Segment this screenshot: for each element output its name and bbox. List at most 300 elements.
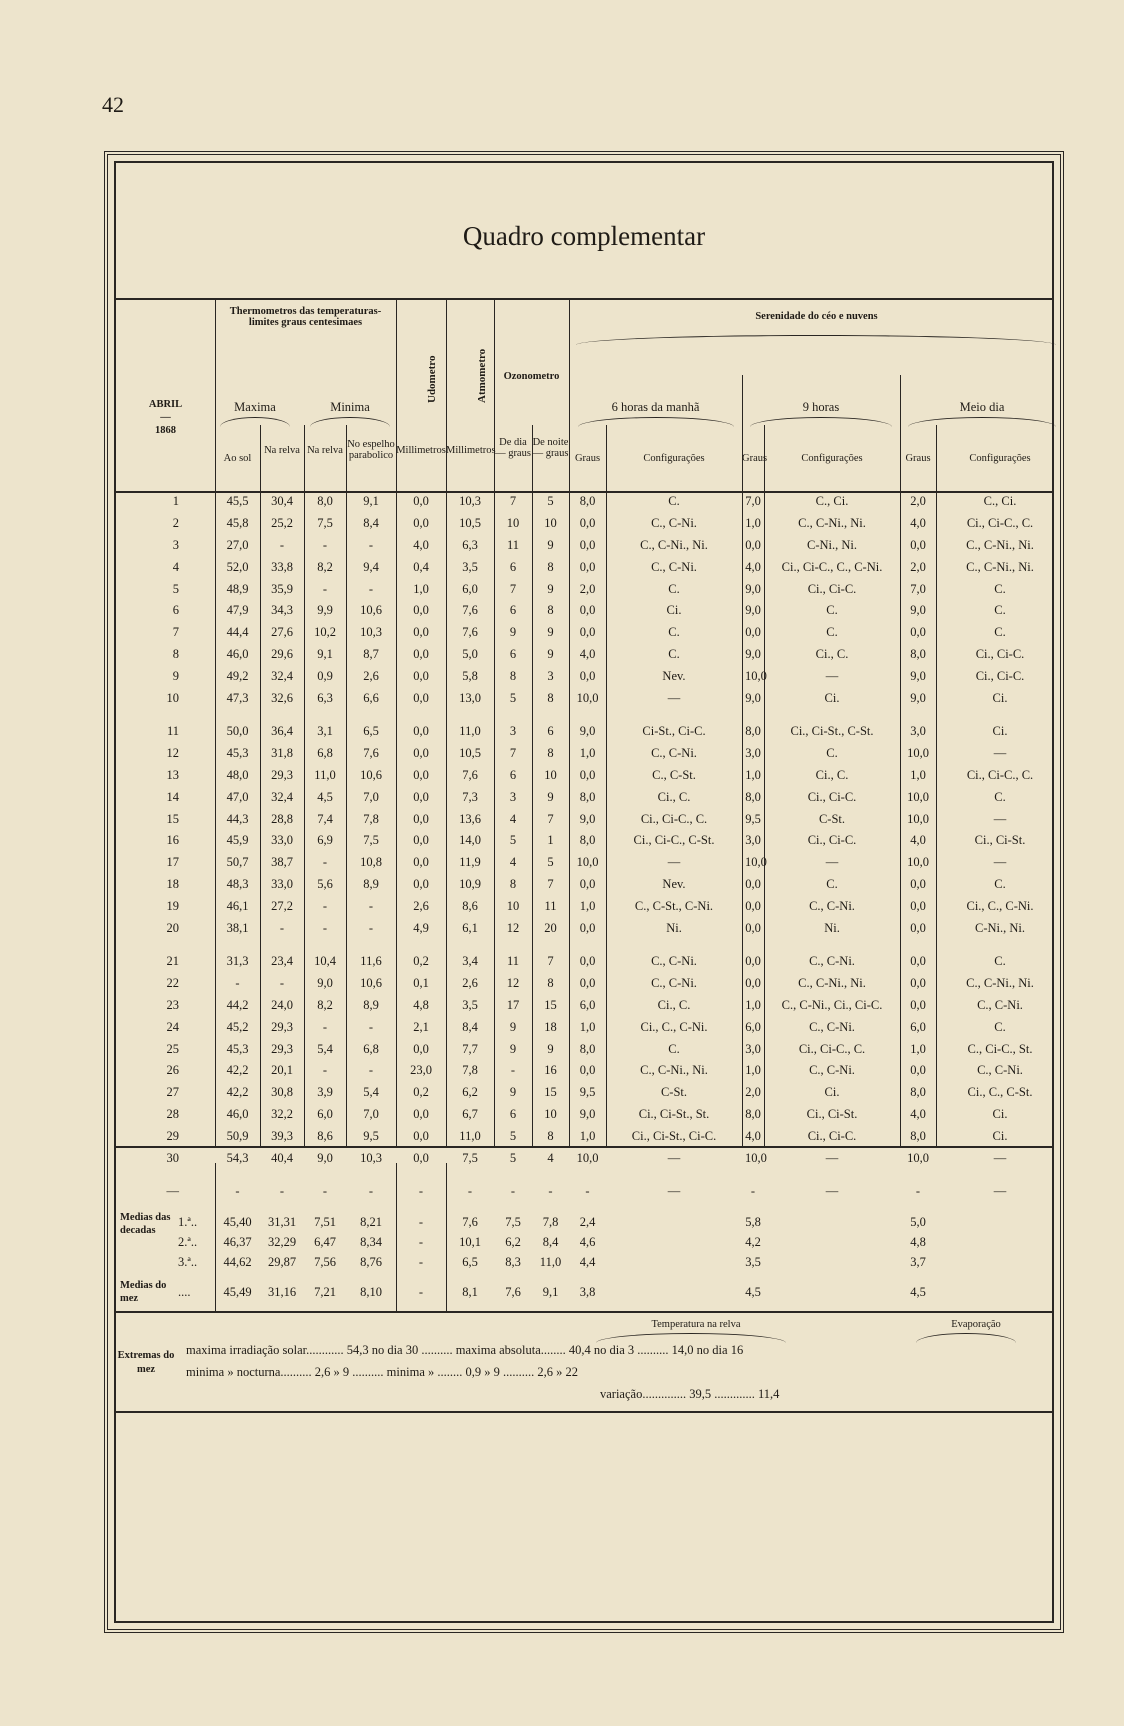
average-cell: 4,5 [745,1285,761,1299]
graus-meio: Graus [905,453,931,464]
table-cell: C., Ci. [983,494,1017,509]
table-cell: 2,0 [910,559,926,574]
table-cell: - [368,1184,374,1199]
table-cell: 27,6 [271,625,293,640]
table-cell: C-Ni., Ni. [807,537,857,552]
table-row [116,665,1064,687]
table-cell: 7,5 [363,833,379,848]
table-cell: 3,0 [745,833,761,848]
table-cell: 0,0 [413,724,429,739]
average-cell: 8,34 [360,1235,382,1249]
table-cell: — [825,855,839,870]
table-cell: - [322,920,328,935]
table-cell: 10,0 [745,1150,767,1165]
table-cell: Ci. [992,690,1008,705]
table-cell: 31,3 [226,954,249,969]
table-cell: 2,0 [745,1085,761,1100]
table-cell: 1 [547,833,554,848]
table-cell: Ci., Ci-St., Ci-C. [631,1128,717,1143]
table-cell: 2,6 [413,898,429,913]
config-meio: Configurações [969,453,1031,464]
header-top-rule [116,298,1052,300]
table-cell: 0,0 [579,976,596,991]
table-cell: 7 [509,746,517,761]
day-cell: 7 [172,625,179,640]
table-cell: Ci., Ci-St. [806,1106,858,1121]
day-cell: 27 [166,1085,179,1100]
average-label: 1.ª.. [178,1215,198,1229]
average-cell: - [418,1215,424,1229]
table-cell: 32,4 [271,789,293,804]
table-row [116,895,1064,917]
table-cell: — [993,811,1007,826]
table-cell: 47,9 [226,603,249,618]
table-cell: 0,2 [413,1085,429,1100]
table-cell: 9,0 [745,603,761,618]
medias-mez-label: Medias do mez [120,1280,167,1305]
table-cell: 3,0 [745,746,761,761]
table-cell: 7,5 [317,516,333,531]
table-cell: 9,0 [579,724,596,739]
extreme-line-2: minima » nocturna.......... 2,6 » 9 .......... minima » ........ 0,9 » 9 .......... 2,6 » 22 [186,1365,578,1379]
table-cell: 36,4 [271,724,293,739]
table-cell: 48,0 [226,767,249,782]
table-cell: 29,3 [271,767,293,782]
table-cell: Ni. [824,920,840,935]
table-cell: 10,0 [745,855,767,870]
average-cell: 3,7 [910,1255,926,1269]
table-cell: C. [668,625,680,640]
table-cell: 0,0 [413,1106,429,1121]
average-cell: 8,3 [505,1255,521,1269]
table-cell: Ci., C. [657,997,691,1012]
table-cell: 27,0 [226,537,249,552]
table-cell: 1,0 [579,1019,596,1034]
table-cell: 5 [547,494,554,509]
table-cell: Nev. [662,876,686,891]
table-cell: 33,0 [271,833,293,848]
average-cell: 4,2 [745,1235,761,1249]
table-row [116,1016,1064,1038]
table-cell: 8,9 [363,876,379,891]
table-cell: 10,0 [907,746,929,761]
month-label: ABRIL [148,399,183,410]
table-cell: 0,0 [579,625,596,640]
table-row [116,973,1064,995]
table-cell: 8,4 [462,1019,478,1034]
table-cell: Ci. [992,1106,1008,1121]
table-cell: C. [826,746,838,761]
table-cell: 9,0 [910,603,926,618]
table-cell: 6,9 [317,833,333,848]
table-cell: 10,0 [907,811,929,826]
table-cell: 30,4 [271,494,293,509]
table-cell: 18 [544,1019,557,1034]
table-cell: 33,0 [271,876,293,891]
table-cell: 6,2 [462,1085,478,1100]
table-cell: 0,0 [745,537,761,552]
day-cell: 10 [166,690,179,705]
table-cell: 1,0 [579,746,596,761]
average-cell: 9,1 [542,1285,559,1299]
table-cell: 11 [506,537,520,552]
h6-header: 6 horas da manhã [611,400,700,414]
table-cell: 0,0 [579,767,596,782]
table-cell: 9,0 [745,581,761,596]
table-cell: - [368,537,374,552]
table-row [116,995,1064,1017]
table-cell: 11 [506,954,520,969]
table-cell: 12 [506,920,520,935]
table-cell: 4,8 [413,997,429,1012]
table-cell: C. [994,789,1006,804]
table-cell: 8,0 [745,789,761,804]
table-cell: 8,0 [745,1106,761,1121]
day-cell: 24 [166,1019,179,1034]
table-cell: 0,0 [910,976,926,991]
table-cell: 0,0 [413,603,429,618]
table-cell: 7 [547,811,554,826]
table-cell: 0,0 [413,746,429,761]
table-cell: C., C-Ni., Ni. [640,1063,708,1078]
table-cell: 4,0 [413,537,429,552]
table-row [116,1082,1064,1104]
table-cell: - [368,581,374,596]
table-cell: 4,9 [413,920,429,935]
table-cell: 8,0 [579,833,596,848]
average-cell: 5,8 [745,1215,761,1229]
table-cell: — [825,1150,839,1165]
table-cell: 44,3 [226,811,249,826]
table-cell: C. [668,494,680,509]
table-row [116,852,1064,874]
table-cell: 32,4 [271,668,293,683]
table-cell: 0,0 [413,625,429,640]
table-cell: C-Ni., Ni. [975,920,1025,935]
page-number: 42 [102,92,124,117]
table-cell: 0,0 [745,976,761,991]
table-cell: Ci., Ci-St. [974,833,1026,848]
table-cell: 7,6 [462,625,478,640]
table-cell: 6,0 [910,1019,926,1034]
table-cell: 11,6 [360,954,382,969]
gap-cell [116,939,1064,951]
gap-cell [116,1169,1064,1181]
table-cell: 7,5 [462,1150,478,1165]
day-cell: 9 [172,668,179,683]
average-cell: 2,4 [579,1215,596,1229]
table-cell: 9,0 [910,668,926,683]
table-row [116,951,1064,973]
table-cell: 0,0 [745,920,761,935]
table-cell: — [993,746,1007,761]
table-cell: Ci., Ci-C., C-St. [633,833,715,848]
table-cell: 38,7 [271,855,293,870]
table-cell: 8,2 [317,997,333,1012]
table-row [116,1181,1064,1203]
table-cell: 16 [544,1063,557,1078]
minima-brace [310,417,390,427]
table-cell: Ci., Ci-St., St. [638,1106,710,1121]
table-cell: 9 [547,537,554,552]
graus-9h: Graus [742,453,768,464]
table-cell: - [368,920,374,935]
table-cell: C., C-Ni., Ni. [640,537,708,552]
table-cell: C. [668,1041,680,1056]
table-cell: 20 [544,920,557,935]
table-cell: 7,0 [363,1106,379,1121]
table-cell: 17 [506,997,520,1012]
table-cell: 1,0 [745,516,761,531]
year-label: 1868 [155,425,176,436]
table-cell: 7,6 [462,603,478,618]
table-cell: 2,0 [910,494,926,509]
table-cell: 0,0 [579,1063,596,1078]
table-cell: 9,0 [745,690,761,705]
table-cell: 7,3 [462,789,478,804]
table-cell: 0,0 [910,997,926,1012]
average-cell: 8,76 [360,1255,382,1269]
table-cell: 50,9 [226,1128,249,1143]
medias-decadas-label: Medias das decadas [120,1212,171,1237]
table-cell: 9 [547,1041,554,1056]
table-cell: Ci., Ci-C., C. [798,1041,866,1056]
table-cell: 4 [509,855,517,870]
table-cell: 0,0 [413,690,429,705]
table-row [116,535,1064,557]
udometro-header: Udometro [426,355,438,403]
table-cell: 10 [506,898,520,913]
table-cell: 10,6 [360,976,382,991]
table-cell: - [322,898,328,913]
extremas-label: Extremas do mez [117,1350,175,1375]
table-cell: 7 [509,581,517,596]
day-cell: 26 [166,1063,179,1078]
decade-gap [116,1169,1064,1181]
day-cell: 25 [166,1041,179,1056]
averages-bottom-rule [116,1311,1052,1313]
average-cell: 4,4 [579,1255,596,1269]
average-cell: 7,6 [462,1215,478,1229]
table-cell: 44,2 [226,997,249,1012]
table-cell: Ci., Ci-C., C. [966,767,1034,782]
minima-header: Minima [330,400,370,414]
average-cell: 7,5 [505,1215,521,1229]
table-row [116,1060,1064,1082]
maxima-header: Maxima [234,400,276,414]
average-cell: 31,31 [267,1215,297,1229]
table-cell: 5 [509,833,517,848]
table-cell: 4,5 [317,789,333,804]
table-cell: C., C-Ni. [977,1063,1023,1078]
table-cell: 49,2 [226,668,249,683]
table-cell: 11,0 [314,767,336,782]
table-cell: 9,5 [745,811,761,826]
table-cell: C., C-Ni. [651,976,697,991]
table-cell: - [510,1063,516,1078]
table-cell: 0,0 [413,767,429,782]
table-cell: Ci., C. [657,789,691,804]
table-cell: 7,8 [363,811,379,826]
day-cell: 22 [166,976,179,991]
table-cell: Ci., C., C-Ni. [966,898,1034,913]
table-cell: — [993,1150,1007,1165]
table-cell: Ci. [824,1085,840,1100]
table-cell: 45,8 [226,516,249,531]
table-cell: 6,3 [317,690,333,705]
day-cell: 8 [172,646,179,661]
table-cell: C., C-Ni., Ci., Ci-C. [781,997,883,1012]
table-cell: - [322,537,328,552]
table-cell: 6,0 [745,1019,761,1034]
table-cell: 10,0 [907,855,929,870]
table-cell: 45,5 [226,494,249,509]
table-cell: 45,3 [226,1041,249,1056]
table-cell: - [279,1184,285,1199]
table-cell: 9 [509,1085,517,1100]
table-cell: 7,0 [363,789,379,804]
table-cell: C., Ci-C., St. [967,1041,1033,1056]
table-cell: 8 [547,976,554,991]
table-cell: 27,2 [271,898,293,913]
table-cell: 6 [509,603,517,618]
daily-rows [116,491,1064,1203]
table-cell: 54,3 [226,1150,249,1165]
average-cell: 5,0 [910,1215,926,1229]
table-cell: Ci., Ci-St., C-St. [790,724,874,739]
maxima-brace [220,417,290,427]
average-cell: 8,10 [360,1285,382,1299]
table-cell: 9 [547,789,554,804]
table-cell: - [915,1184,921,1199]
table-cell: 31,8 [271,746,293,761]
table-cell: 2,1 [413,1019,429,1034]
table-cell: 0,0 [413,1150,429,1165]
table-cell: 10,9 [459,876,481,891]
day-cell: 14 [166,789,179,804]
table-cell: 0,0 [413,855,429,870]
table-cell: 24,0 [271,997,293,1012]
table-cell: 33,8 [271,559,293,574]
average-cell: 45,49 [223,1285,252,1299]
table-cell: 14,0 [459,833,481,848]
table-cell: 10 [544,516,557,531]
table-row [116,578,1064,600]
table-cell: C. [994,954,1006,969]
table-cell: C. [826,603,838,618]
table-cell: 32,2 [271,1106,293,1121]
evaporacao-brace [916,1333,1016,1343]
table-cell: 12 [506,976,520,991]
table-row [116,808,1064,830]
table-row [116,1147,1064,1169]
table-cell: C-St. [818,811,846,826]
table-cell: 10,2 [314,625,336,640]
table-cell: 9 [547,646,554,661]
table-cell: Ci., Ci-C. [807,789,857,804]
table-cell: - [368,898,374,913]
table-cell: 9,0 [579,811,596,826]
table-cell: 10,5 [459,746,481,761]
serenidade-brace [576,335,1056,345]
day-cell: 18 [166,876,179,891]
table-cell: 7,7 [462,1041,478,1056]
table-cell: C., C-St., C-Ni. [634,898,714,913]
day-cell: 28 [166,1106,179,1121]
table-cell: 10,8 [360,855,382,870]
table-cell: — [993,1184,1007,1199]
day-cell: 30 [166,1150,179,1165]
table-cell: C., C-Ni. [651,559,697,574]
average-cell: 3,5 [745,1255,761,1269]
table-cell: 10,4 [314,954,336,969]
table-row [116,786,1064,808]
table-cell: - [235,976,240,991]
table-cell: — [667,1150,681,1165]
na-relva-min-header: Na relva [307,445,343,456]
table-cell: 47,0 [226,789,249,804]
evaporacao-header: Evaporação [951,1319,1001,1330]
table-cell: 35,9 [271,581,293,596]
table-cell: C. [994,1019,1006,1034]
table-cell: C., C-Ni., Ni. [966,537,1034,552]
graus-6h: Graus [574,453,601,464]
table-cell: Ci., C. [815,767,849,782]
table-cell: 6,3 [462,537,478,552]
table-cell: C. [826,876,838,891]
table-cell: 0,0 [413,494,429,509]
table-cell: 0,0 [413,646,429,661]
table-cell: Ci. [992,724,1008,739]
average-cell: 8,21 [360,1215,382,1229]
table-cell: 0,0 [579,668,596,683]
table-cell: C., C-Ni., Ni. [798,516,866,531]
table-cell: 6,0 [462,581,478,596]
data-bottom-rule [116,1146,1052,1148]
table-cell: Ci., Ci-C., C. [966,516,1034,531]
table-cell: 10,5 [459,516,481,531]
table-cell: 5,0 [462,646,478,661]
day-cell: 4 [172,559,179,574]
day-cell: 1 [172,494,179,509]
table-row [116,874,1064,896]
table-cell: 0,0 [745,625,761,640]
table-cell: — [825,1184,839,1199]
table-cell: 8 [547,603,554,618]
table-row [116,491,1064,513]
table-cell: 50,0 [226,724,249,739]
table-cell: 0,1 [413,976,429,991]
serenidade-header: Serenidade do céo e nuvens [755,311,878,322]
table-cell: 6 [547,724,554,739]
table-cell: - [510,1184,516,1199]
table-cell: 45,9 [226,833,249,848]
day-cell: 15 [166,811,179,826]
table-cell: 8,9 [363,997,379,1012]
table-cell: 3,9 [317,1085,333,1100]
table-cell: 48,3 [226,876,249,891]
table-cell: - [322,1063,328,1078]
average-cell: 7,51 [314,1215,336,1229]
table-cell: 8,0 [317,494,333,509]
meio-dia-header: Meio dia [959,400,1005,414]
table-cell: 0,9 [317,668,333,683]
table-cell: - [322,1019,328,1034]
table-cell: 0,0 [910,898,926,913]
table-cell: 11,9 [459,855,481,870]
table-cell: C., C-Ni. [809,1063,855,1078]
table-cell: 11 [544,898,557,913]
